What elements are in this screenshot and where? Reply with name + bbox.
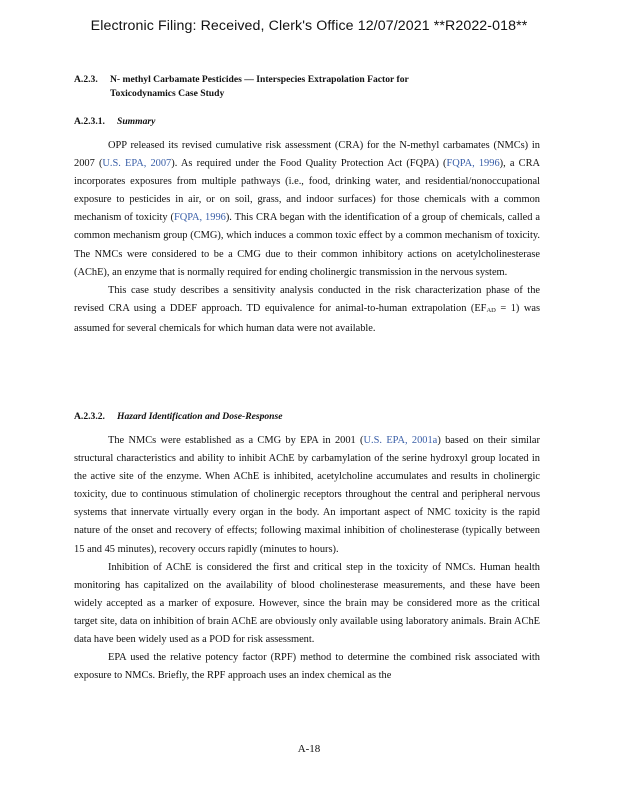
- summary-heading: [74, 116, 155, 128]
- citation-link[interactable]: FQPA, 1996: [446, 158, 500, 170]
- citation-link[interactable]: FQPA, 1996: [173, 212, 226, 224]
- summary-title: Summary: [117, 116, 156, 127]
- summary-body: [74, 137, 540, 338]
- section-title-line2: Toxicodynamics Case Study: [110, 88, 225, 99]
- page-number: A-18: [297, 743, 321, 755]
- hazard-title: Hazard Identification and Dose-Response: [117, 411, 283, 422]
- hazard-paragraph-1: The NMCs were established as a CMG by EPA in 2001 (U.S. EPA, 2001a) based on their similar structural characteristics and ability to inhibit AChE by carbamylation of the serine hydroxyl group located in the active site of the enzyme. When AChE is inhibited, acetylcholine accumulates and results in cholinergic toxicity, due to continuous stimulation of cholinergic receptors throughout the central and peripheral nervous systems that innervate virtually every organ in the body. An important aspect of NMC toxicity is the rapid nature of the onset and recovery of effects; following maximal inhibition of cholinesterase (typically between 15 and 45 minutes), recovery occurs rapidly (minutes to hours).: [74, 435, 541, 555]
- summary-number: A.2.3.1.: [74, 116, 105, 127]
- summary-paragraph-1: OPP released its revised cumulative risk assessment (CRA) for the N-methyl carbamates (NMCs) in 2007 (U.S. EPA, 2007). As required under the Food Quality Protection Act (FQPA) (FQPA, 1996), a CRA incorporates exposures from multiple pathways (i.e., food, drinking water, and residential/nonoccupational exposure to pesticides in air, or on soil, grass, and indoor surfaces) for those chemicals with a common mechanism of toxicity (FQPA, 1996). This CRA began with the identification of a group of chemicals, called a common mechanism group (CMG), which induces a common toxic effect by a common mechanism of toxicity. The NMCs were considered to be a CMG due to their common inhibitory actions on acetylcholinesterase (AChE), an enzyme that is normally required for ending cholinergic transmission in the nervous system.: [74, 140, 541, 278]
- citation-link[interactable]: U.S. EPA, 2001a: [363, 435, 438, 446]
- section-number: A.2.3.: [74, 74, 98, 85]
- filing-header: Electronic Filing: Received, Clerk's Office 12/07/2021 **R2022-018**: [90, 18, 528, 34]
- hazard-paragraph-3: EPA used the relative potency factor (RPF) method to determine the combined risk associated with exposure to NMCs. Briefly, the RPF approach uses an index chemical as the: [74, 652, 540, 682]
- section-title-line1: N- methyl Carbamate Pesticides — Interspecies Extrapolation Factor for: [110, 74, 409, 85]
- hazard-body: [74, 432, 540, 685]
- hazard-paragraph-2: Inhibition of AChE is considered the first and critical step in the toxicity of NMCs. Human health monitoring has capitalized on the availability of blood cholinesterase measurements, and these have been widely accepted as a marker of exposure. However, since the brain may be considered more as the critical target site, data on inhibition of brain AChE are obviously only available using laboratory animals. Brain AChE data have been widely used as a POD for risk assessment.: [74, 561, 540, 646]
- summary-paragraph-2: This case study describes a sensitivity analysis conducted in the risk characterization phase of the revised CRA using a DDEF approach. TD equivalence for animal-to-human extrapolation $(EF_{AD} = 1)$ was assumed for several chemicals for which human data were not available.: [74, 284, 540, 334]
- section-heading: [74, 73, 544, 101]
- hazard-number: A.2.3.2.: [74, 411, 105, 422]
- hazard-heading: [74, 411, 283, 423]
- citation-link[interactable]: U.S. EPA, 2007: [102, 158, 172, 170]
